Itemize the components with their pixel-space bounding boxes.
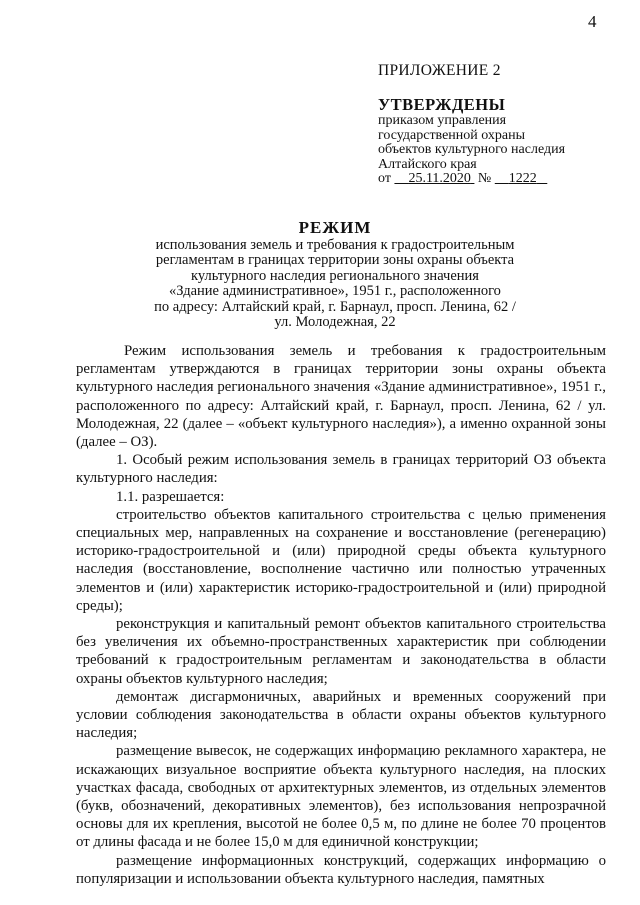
approval-line: государственной охраны	[378, 127, 526, 143]
number-value: 1222	[508, 171, 537, 187]
list-item: реконструкция и капитальный ремонт объектов капитального строительства без увеличения их объемно-пространственных характеристик при соблюдении требований к градостроительным регламентам и законодательства в области охраны объектов культурного наследия;	[76, 616, 606, 687]
list-item: строительство объектов капитального строительства с целью применения специальных мер, направленных на сохранение и восстановление (регенерацию) историко-градостроительной и (или) природной среды объекта культурного наследия (восстановление, восполнение частично или полностью утраченных элементов и (или) характеристик историко-градостроительной и (или) природной среды);	[76, 506, 606, 614]
approval-date-line	[378, 172, 628, 187]
appendix-label: ПРИЛОЖЕНИЕ 2	[378, 62, 501, 79]
section-heading: 1. Особый режим использования земель в границах территорий ОЗ объекта культурного наследия:	[76, 452, 606, 487]
title-line: использования земель и требования к градостроительным	[155, 237, 515, 253]
title-line: культурного наследия регионального значения	[191, 267, 479, 284]
title-main: РЕЖИМ	[298, 218, 372, 237]
document-body	[76, 342, 606, 888]
approval-block	[378, 96, 628, 187]
subsection-heading: 1.1. разрешается:	[116, 488, 225, 505]
document-title	[90, 218, 580, 330]
date-prefix: от	[378, 171, 391, 187]
list-item: размещение информационных конструкций, содержащих информацию о популяризации и использовании объекта культурного наследия, памятных	[76, 852, 606, 887]
title-line: ул. Молодежная, 22	[274, 314, 396, 331]
list-item: размещение вывесок, не содержащих информацию рекламного характера, не искажающих визуальное восприятие объекта культурного наследия, на плоских участках фасада, свободных от архитектурных элементов, из отдельных элементов (букв, обозначений, декоративных элементов), без использования непрозрачной основы для их крепления, высотой не более 0,5 м, по длине не более 70 процентов от длины фасада и не более 15,0 м для единичной конструкции;	[76, 743, 606, 851]
date-value: 25.11.2020	[408, 171, 471, 187]
list-item: демонтаж дисгармоничных, аварийных и временных сооружений при условии соблюдения законодательства в области охраны объектов культурного наследия;	[76, 688, 606, 742]
approval-line: объектов культурного наследия	[378, 142, 566, 158]
number-sign: №	[477, 171, 492, 187]
approval-line: Алтайского края	[378, 156, 477, 172]
page-number: 4	[588, 12, 597, 31]
approval-line: приказом управления	[378, 113, 507, 128]
title-line: регламентам в границах территории зоны охраны объекта	[155, 252, 515, 269]
approval-heading: УТВЕРЖДЕНЫ	[378, 95, 506, 114]
title-line: по адресу: Алтайский край, г. Барнаул, просп. Ленина, 62 /	[154, 298, 516, 315]
title-line: «Здание административное», 1951 г., расположенного	[169, 283, 501, 300]
intro-paragraph: Режим использования земель и требования к градостроительным регламентам утверждаются в границах территории зоны охраны объекта культурного наследия регионального значения «Здание административное», 1951 г., расположенного по адресу: Алтайский край, г. Барнаул, просп. Ленина, 62 / ул. Молодежная, 22 (далее – «объект культурного наследия»), а именно охранной зоны (далее – ОЗ).	[76, 343, 606, 451]
